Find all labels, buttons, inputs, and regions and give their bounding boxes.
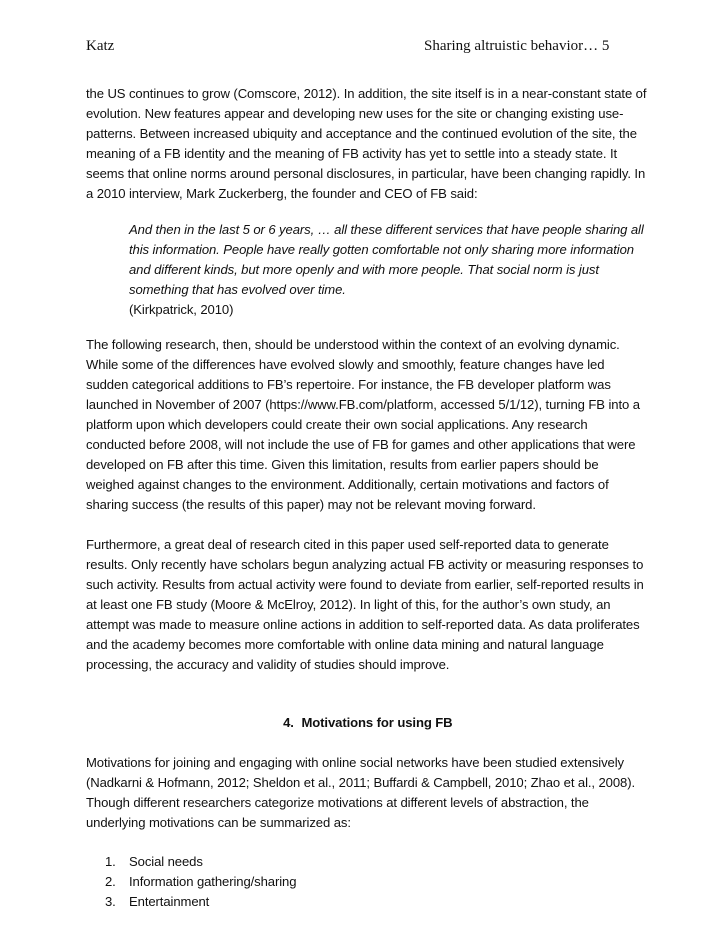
quote-text: And then in the last 5 or 6 years, … all these different services that have people sharing all this information. People have really gotten comfortable not only sharing more information and different kinds, but more openly and with more people. That social norm is just something that has evolved over time. xyxy=(129,222,644,297)
header-running-title: Sharing altruistic behavior… 5 xyxy=(424,38,610,54)
list-item xyxy=(86,892,650,912)
paragraph-intro: the US continues to grow (Comscore, 2012). In addition, the site itself is in a near-constant state of evolution. New features appear and developing new uses for the site or changing existing use-patterns. Between increased ubiquity and acceptance and the continued evolution of the site, the meaning of a FB identity and the meaning of FB activity has yet to settle into a steady state. It seems that online norms around personal disclosures, in particular, have been changing rapidly. In a 2010 interview, Mark Zuckerberg, the founder and CEO of FB said: xyxy=(86,86,647,201)
section-heading xyxy=(86,713,650,733)
block-quote xyxy=(129,220,644,320)
list-item-label: Entertainment xyxy=(129,894,210,909)
paragraph-self-reported-data: Furthermore, a great deal of research cited in this paper used self-reported data to generate results. Only recently have scholars begun analyzing actual FB activity or measuring responses to such activity. Results from actual activity were found to deviate from earlier, self-reported results in at least one FB study (Moore & McElroy, 2012). In light of this, for the author’s own study, an attempt was made to measure online actions in addition to self-reported data. As data proliferates and the academy becomes more comfortable with online data mining and natural language processing, the accuracy and validity of studies should improve. xyxy=(86,537,644,672)
list-item-number: 1. xyxy=(105,854,116,869)
motivations-list xyxy=(86,852,650,912)
list-item-number: 3. xyxy=(105,894,116,909)
paragraph-evolving-dynamic: The following research, then, should be understood within the context of an evolving dynamic. While some of the differences have evolved slowly and smoothly, feature changes have led sudden categorical additions to FB’s repertoire. For instance, the FB developer platform was launched in November of 2007 (https://www.FB.com/platform, accessed 5/1/12), turning FB into a platform upon which developers could create their own social applications. Any research conducted before 2008, will not include the use of FB for games and other applications that were developed on FB after this time. Given this limitation, results from earlier papers should be weighed against changes to the environment. Additionally, certain motivations and factors of sharing success (the results of this paper) may not be relevant moving forward. xyxy=(86,337,640,512)
section-title: Motivations for using FB xyxy=(301,715,453,730)
paragraph-gap xyxy=(86,733,650,753)
paragraph-motivations: Motivations for joining and engaging with online social networks have been studied extensively (Nadkarni & Hofmann, 2012; Sheldon et al., 2011; Buffardi & Campbell, 2010; Zhao et al., 2008). Though different researchers categorize motivations at different levels of abstraction, the underlying motivations can be summarized as: xyxy=(86,755,636,830)
quote-citation: (Kirkpatrick, 2010) xyxy=(129,302,234,317)
list-item xyxy=(86,872,650,892)
list-item-label: Social needs xyxy=(129,854,203,869)
paragraph-gap xyxy=(86,515,650,535)
list-item xyxy=(86,852,650,872)
list-item-label: Information gathering/sharing xyxy=(129,874,297,889)
document-body xyxy=(86,84,650,912)
section-number: 4. xyxy=(283,715,294,730)
header-author: Katz xyxy=(86,38,115,54)
list-item-number: 2. xyxy=(105,874,116,889)
